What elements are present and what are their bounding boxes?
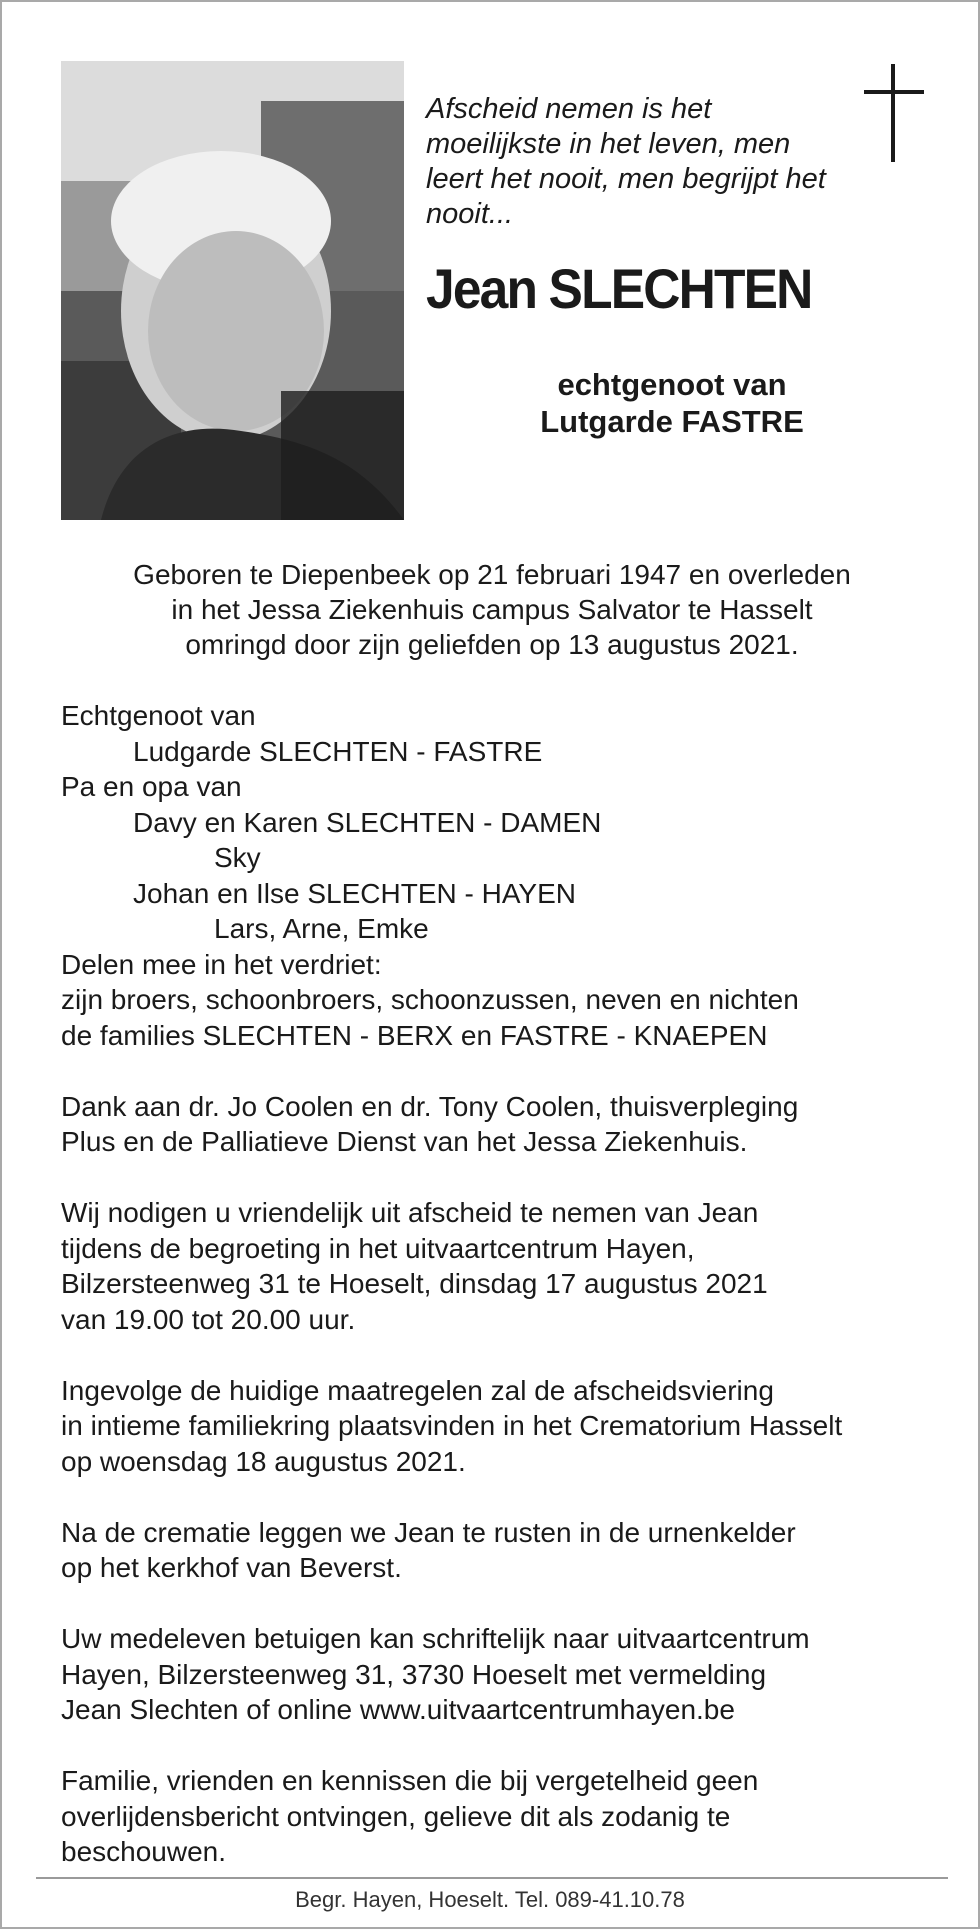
invitation-line: Bilzersteenweg 31 te Hoeselt, dinsdag 17 augustus 2021 [61,1268,768,1299]
condolence-line: Hayen, Bilzersteenweg 31, 3730 Hoeselt met vermelding [61,1658,767,1690]
family-line: Johan en Ilse SLECHTEN - HAYEN [133,877,576,909]
invitation-line: van 19.00 tot 20.00 uur. [61,1303,356,1335]
ceremony-line: in intieme familiekring plaatsvinden in het Crematorium Hasselt [61,1410,843,1441]
condolence-line: Uw medeleven betuigen kan schriftelijk naar uitvaartcentrum [61,1623,810,1654]
family-line: de families SLECHTEN - BERX en FASTRE - KNAEPEN [61,1019,768,1051]
thanks-line: Dank aan dr. Jo Coolen en dr. Tony Coolen, thuisverpleging [61,1090,799,1122]
rest-line: Na de crematie leggen we Jean te rusten in de urnenkelder [61,1516,796,1548]
birth-line: Geboren te Diepenbeek op 21 februari 1947 en overleden [133,559,851,590]
paragraph-gap [61,1337,941,1373]
paragraph-gap [61,1586,941,1622]
rest-line: op het kerkhof van Beverst. [61,1552,402,1583]
spouse-name: Lutgarde FASTRE [540,404,804,439]
portrait-photo [61,61,404,520]
birth-death-info [42,557,942,662]
spouse-label: echtgenoot van [557,367,787,402]
paragraph-gap [61,1160,941,1196]
family-line: Lars, Arne, Emke [214,913,429,944]
portrait-illustration [61,61,404,520]
family-line: zijn broers, schoonbroers, schoonzussen, neven en nichten [61,984,799,1015]
quote-line: nooit... [426,198,514,230]
invitation-line: tijdens de begroeting in het uitvaartcentrum Hayen, [61,1232,695,1264]
cross-icon [864,64,924,162]
family-line: Sky [214,842,261,873]
family-line: Echtgenoot van [61,700,256,731]
farewell-quote [426,92,876,232]
family-line: Delen mee in het verdriet: [61,948,382,980]
condolence-line: Jean Slechten of online www.uitvaartcentrumhayen.be [61,1694,735,1725]
quote-line: moeilijkste in het leven, men [426,128,791,160]
family-line: Pa en opa van [61,771,242,802]
quote-line: leert het nooit, men begrijpt het [426,163,826,195]
funeral-home-footer: Begr. Hayen, Hoeselt. Tel. 089-41.10.78 [295,1887,685,1912]
birth-line: in het Jessa Ziekenhuis campus Salvator te Hasselt [171,594,813,625]
ceremony-line: Ingevolge de huidige maatregelen zal de afscheidsviering [61,1374,774,1406]
notice-line: beschouwen. [61,1836,227,1867]
deceased-name: Jean SLECHTEN [426,257,812,320]
thanks-line: Plus en de Palliatieve Dienst van het Jessa Ziekenhuis. [61,1126,748,1157]
spouse-block [472,366,872,440]
footer-divider [36,1877,948,1879]
notice-line: Familie, vrienden en kennissen die bij vergetelheid geen [61,1765,759,1796]
paragraph-gap [61,1053,941,1089]
birth-line: omringd door zijn geliefden op 13 augustus 2021. [185,629,799,660]
notice-line: overlijdensbericht ontvingen, gelieve dit als zodanig te [61,1800,731,1832]
paragraph-gap [61,1728,941,1764]
invitation-line: Wij nodigen u vriendelijk uit afscheid te nemen van Jean [61,1197,759,1228]
obituary-body [61,698,941,1870]
quote-line: Afscheid nemen is het [426,93,712,125]
family-line: Ludgarde SLECHTEN - FASTRE [133,735,543,767]
family-line: Davy en Karen SLECHTEN - DAMEN [133,806,602,838]
ceremony-line: op woensdag 18 augustus 2021. [61,1445,466,1477]
paragraph-gap [61,1479,941,1515]
